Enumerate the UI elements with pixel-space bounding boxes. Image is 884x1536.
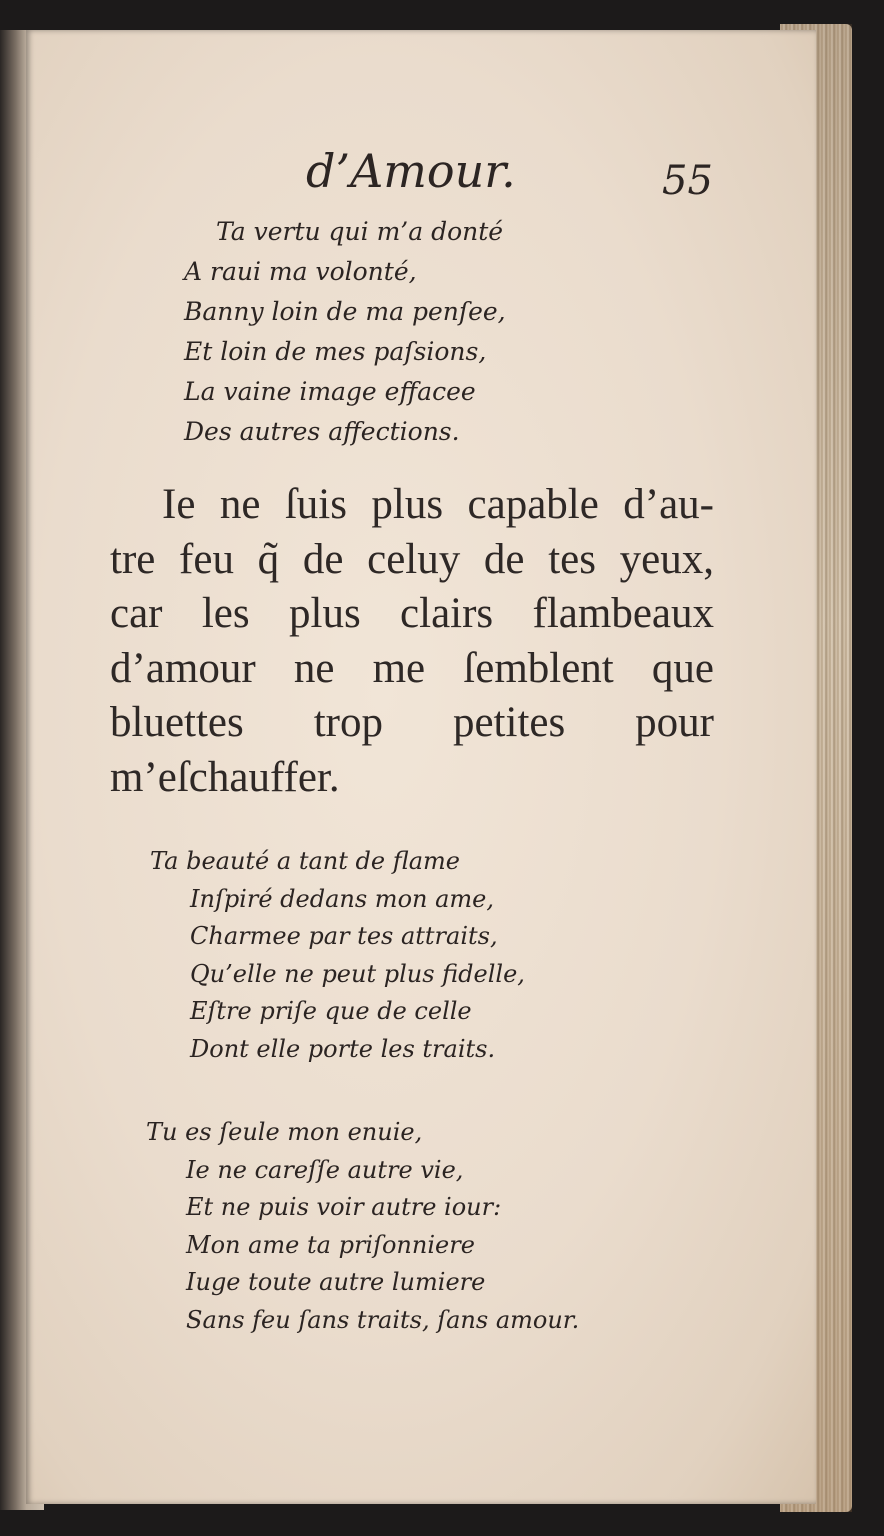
prose-line: m’eſchauffer. xyxy=(110,753,340,801)
prose-line: car les plus clairs flambeaux xyxy=(110,590,714,637)
verse-line: Et ne puis voir autre iour: xyxy=(186,1193,502,1221)
prose-line: bluettes trop petites pour xyxy=(110,699,714,746)
verse-line: La vaine image effacee xyxy=(184,377,476,406)
verse-line: Dont elle porte les traits. xyxy=(190,1034,496,1063)
verse-line: Banny loin de ma penſee, xyxy=(184,297,506,326)
prose-line: tre feu q̃ de celuy de tes yeux, xyxy=(110,535,714,583)
verse-line: Ie ne careſſe autre vie, xyxy=(186,1155,464,1184)
verse-line: Mon ame ta priſonniere xyxy=(186,1230,475,1259)
verse-line: Iuge toute autre lumiere xyxy=(186,1268,486,1296)
verse-line: Charmee par tes attraits, xyxy=(190,922,498,950)
prose-paragraph xyxy=(110,478,714,805)
verse-stanza-top xyxy=(184,212,506,452)
verse-line: Et loin de mes paſsions, xyxy=(184,337,487,366)
verse-line: Des autres affections. xyxy=(184,417,460,446)
verse-stanza-bottom xyxy=(146,1114,579,1339)
verse-line: Eſtre priſe que de celle xyxy=(190,997,472,1025)
verse-line: A raui ma volonté, xyxy=(184,257,417,286)
verse-stanza-middle xyxy=(150,843,525,1068)
verse-line: Ta beauté a tant de flame xyxy=(150,847,460,875)
verse-line: Inſpiré dedans mon ame, xyxy=(190,884,494,913)
running-head: d’Amour. xyxy=(306,144,516,198)
prose-line: Ie ne ſuis plus capable d’au- xyxy=(162,481,714,528)
verse-line: Tu es ſeule mon enuie, xyxy=(146,1118,423,1146)
verse-line: Qu’elle ne peut plus fidelle, xyxy=(190,959,525,988)
verse-line: Sans feu ſans traits, ſans amour. xyxy=(186,1305,580,1334)
prose-line: d’amour ne me ſemblent que xyxy=(110,644,714,692)
page-number: 55 xyxy=(662,158,713,204)
verse-line: Ta vertu qui m’a donté xyxy=(216,217,504,246)
